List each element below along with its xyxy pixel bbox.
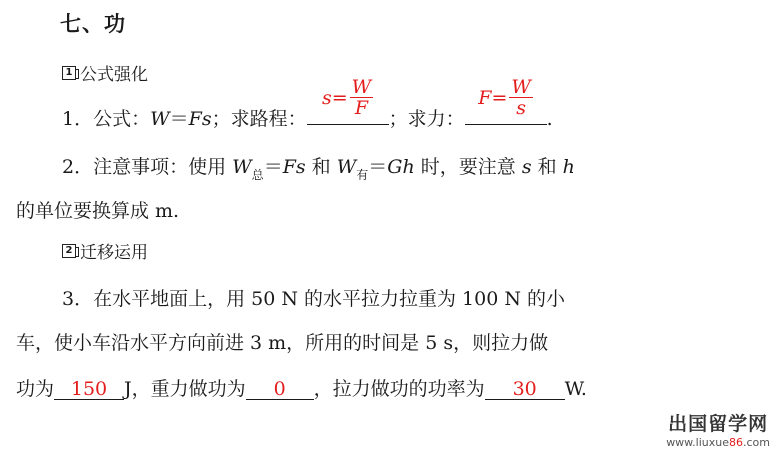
item-2-notes: 2．注意事项：使用 $W_总=Fs$ 和 $W_有=Gh$ 时，要注意 s 和 h — [62, 156, 575, 182]
item-3-line1: 3．在水平地面上，用 50 N 的水平拉力拉重为 100 N 的小 — [62, 288, 566, 310]
item-3-line2: 车，使小车沿水平方向前进 3 m，所用的时间是 5 s，则拉力做 — [16, 332, 549, 354]
watermark-text: 出国留学网 — [668, 413, 769, 435]
force-answer-blank — [465, 76, 547, 130]
item-2-notes-line2: 的单位要换算成 m. — [16, 200, 180, 222]
page-title: 七、功 — [60, 11, 126, 36]
section-formula-header — [62, 60, 148, 85]
book-icon: 1 — [62, 66, 76, 80]
section-application-label: 迁移运用 — [80, 243, 148, 263]
item-3-line3: 功为 150 J，重力做功为 0 ，拉力做功的功率为 30 W. — [16, 378, 587, 400]
power-answer-blank: 30 — [485, 380, 565, 400]
work-answer-blank: 150 — [54, 380, 124, 400]
section-formula-label: 公式强化 — [80, 65, 148, 85]
gravity-work-answer-blank: 0 — [246, 380, 314, 400]
path-answer: s = $\frac{W}{F}$ — [321, 76, 372, 119]
section-application-header — [62, 238, 148, 263]
watermark-url: www.liuxue86.com — [666, 436, 770, 449]
site-watermark — [666, 409, 770, 449]
book-icon: 2 — [62, 244, 76, 258]
path-answer-blank — [307, 76, 389, 130]
force-answer: F = $\frac{W}{s}$ — [478, 76, 531, 119]
item-1-formula: 1．公式：W＝Fs；求路程： s = $\frac{W}{F}$ ；求力： F = $\frac{W}{s}$ . — [62, 76, 553, 130]
